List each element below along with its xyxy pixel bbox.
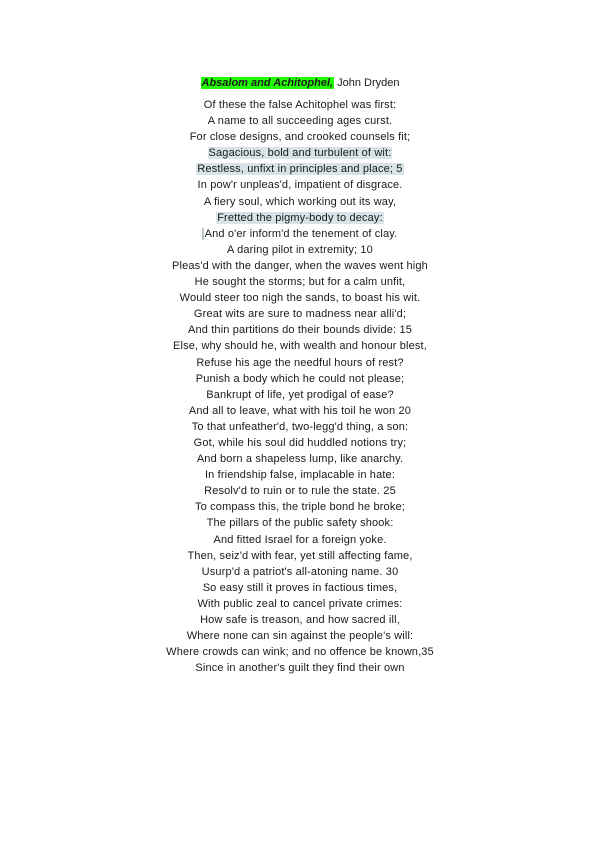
poem-line: A fiery soul, which working out its way, — [203, 195, 397, 208]
poem-line: With public zeal to cancel private crimes: — [197, 597, 403, 610]
poem-line-highlighted: Sagacious, bold and turbulent of wit: — [208, 147, 392, 160]
poem-line: And born a shapeless lump, like anarchy. — [196, 453, 404, 466]
poem-line: Got, while his soul did huddled notions try; — [193, 436, 407, 449]
poem-line: How safe is treason, and how sacred ill, — [200, 614, 400, 626]
poem-line: Since in another's guilt they find their own — [195, 662, 405, 675]
poem-line: And fitted Israel for a foreign yoke. — [213, 533, 387, 546]
poem-title: Absalom and Achitophel, — [201, 77, 334, 89]
poem-line: Great wits are sure to madness near alli'd; — [193, 308, 407, 321]
poem-line: And all to leave, what with his toil he won 20 — [188, 404, 412, 417]
poem-line: In friendship false, implacable in hate: — [204, 469, 396, 482]
poem-line: Punish a body which he could not please; — [195, 372, 405, 385]
poem-line: Resolv'd to ruin or to rule the state. 25 — [204, 485, 396, 498]
poem-line: Pleas'd with the danger, when the waves went high — [172, 259, 428, 272]
poem-line: Where none can sin against the people's will: — [186, 630, 414, 643]
poem-line: Else, why should he, with wealth and honour blest, — [173, 340, 427, 353]
poem-line-with-caret: And o'er inform'd the tenement of clay. — [0, 226, 600, 242]
poem-author: John Dryden — [337, 77, 400, 89]
poem-line: In pow'r unpleas'd, impatient of disgrace. — [197, 179, 403, 192]
poem-line: A name to all succeeding ages curst. — [207, 115, 393, 128]
poem-line: Usurp'd a patriot's all-atoning name. 30 — [201, 565, 399, 578]
poem-line: To that unfeather'd, two-legg'd thing, a son: — [191, 420, 409, 433]
poem-line: Of these the false Achitophel was first: — [203, 99, 397, 111]
poem-line-highlighted: Restless, unfixt in principles and place; 5 — [197, 163, 403, 176]
poem-line: To compass this, the triple bond he broke; — [195, 501, 405, 514]
poem-line: A daring pilot in extremity; 10 — [227, 243, 373, 256]
poem-line: Would steer too nigh the sands, to boast his wit. — [179, 292, 421, 305]
poem-line: Where crowds can wink; and no offence be known,35 — [166, 646, 434, 659]
poem-title-line — [0, 76, 600, 90]
poem-body — [0, 97, 600, 676]
poem-line: Bankrupt of life, yet prodigal of ease? — [206, 388, 394, 401]
poem-line: For close designs, and crooked counsels fit; — [189, 131, 411, 144]
poem-line: He sought the storms; but for a calm unfit, — [194, 276, 406, 289]
poem-line: Then, seiz'd with fear, yet still affecting fame, — [187, 549, 413, 562]
poem-line: And thin partitions do their bounds divide: 15 — [188, 324, 412, 337]
poem-line-highlighted: Fretted the pigmy-body to decay: — [217, 211, 383, 224]
poem-line: Refuse his age the needful hours of rest? — [196, 356, 404, 369]
poem-line: The pillars of the public safety shook: — [206, 517, 394, 530]
poem-line: So easy still it proves in factious times, — [202, 581, 398, 594]
